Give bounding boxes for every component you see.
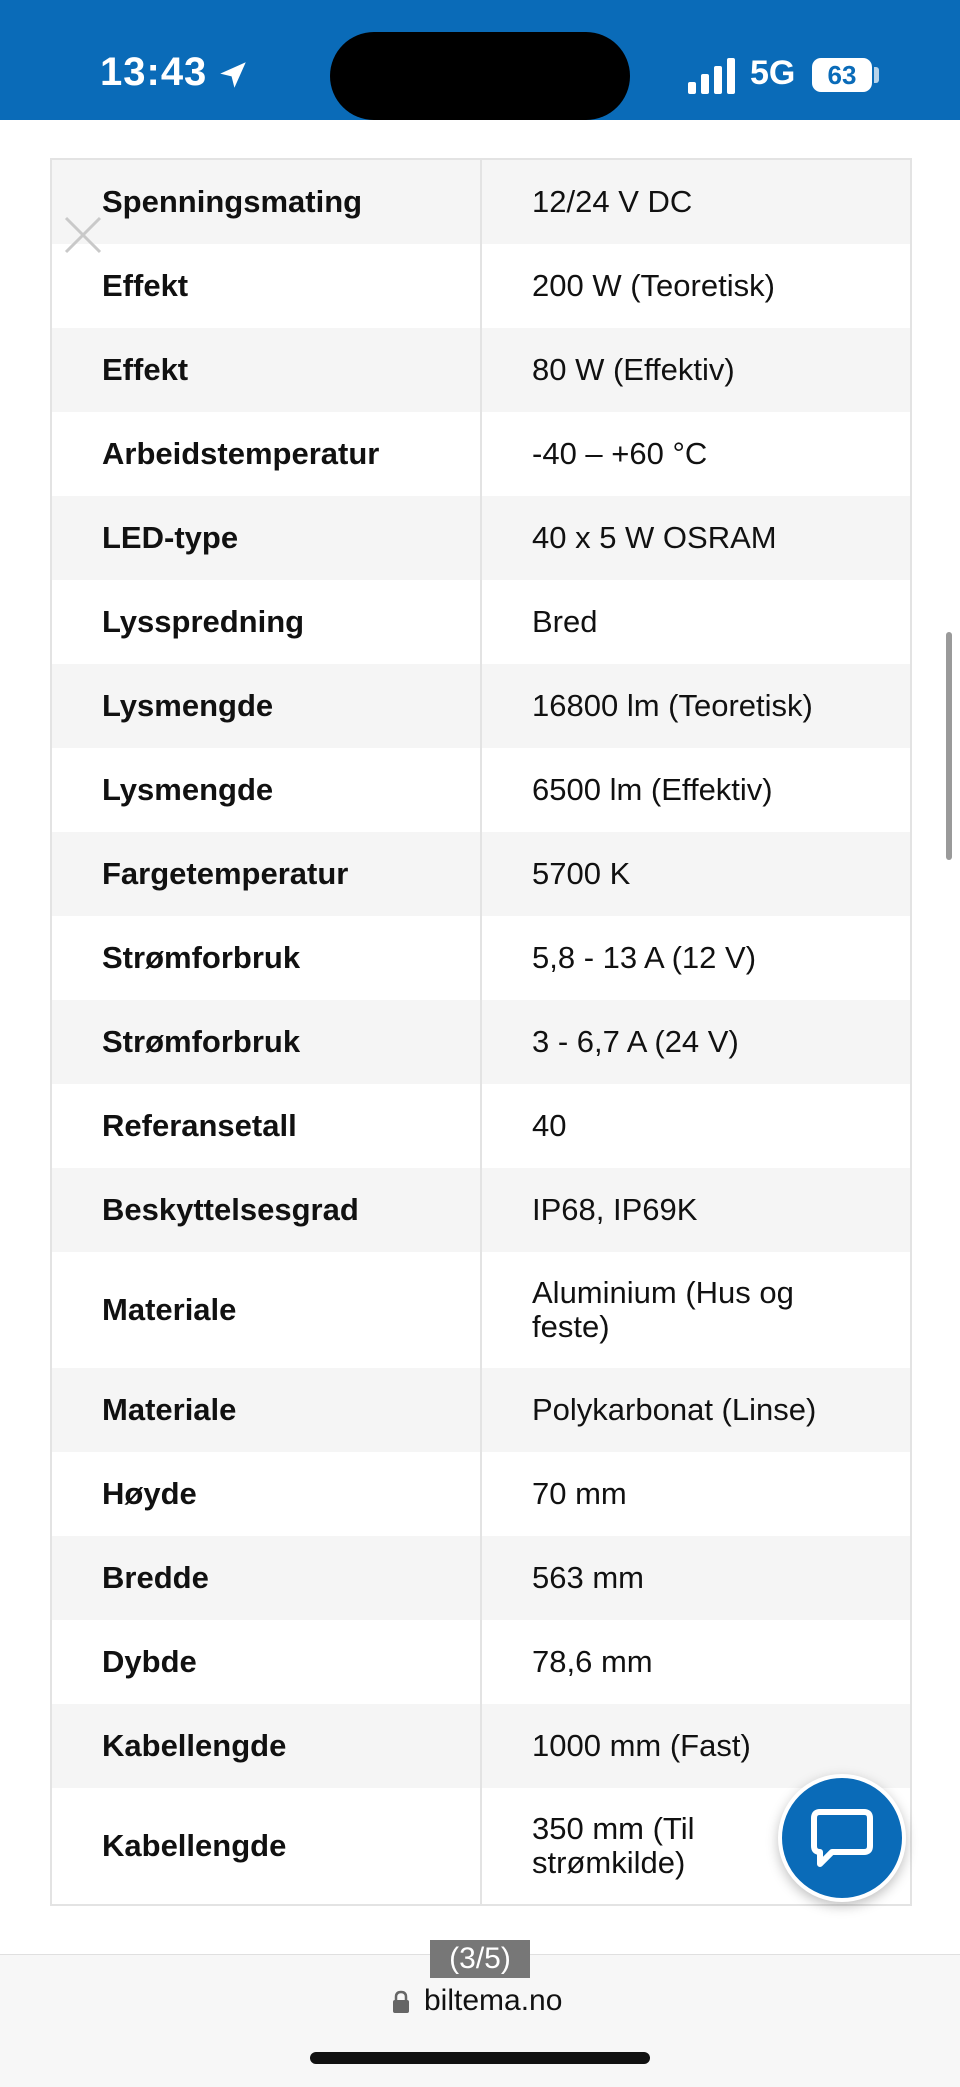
spec-value: 3 - 6,7 A (24 V)	[532, 1023, 739, 1059]
close-icon[interactable]	[62, 214, 104, 256]
spec-value: 200 W (Teoretisk)	[532, 267, 775, 303]
spec-label: Arbeidstemperatur	[52, 412, 482, 496]
spec-label: Kabellengde	[52, 1788, 482, 1904]
spec-value: 78,6 mm	[532, 1643, 653, 1679]
spec-row	[52, 664, 910, 748]
spec-value: -40 – +60 °C	[532, 435, 708, 471]
spec-row	[52, 1252, 910, 1368]
spec-label: Lysmengde	[52, 748, 482, 832]
dynamic-island	[330, 32, 630, 120]
spec-value: 12/24 V DC	[532, 183, 693, 219]
spec-label: Beskyttelsesgrad	[52, 1168, 482, 1252]
signal-icon	[688, 56, 738, 96]
spec-row	[52, 160, 910, 244]
spec-label: LED-type	[52, 496, 482, 580]
spec-row	[52, 1000, 910, 1084]
status-time: 13:43	[100, 50, 208, 94]
spec-value: 5700 K	[532, 855, 631, 891]
spec-table	[50, 158, 912, 1906]
spec-label: Referansetall	[52, 1084, 482, 1168]
home-indicator[interactable]	[310, 2052, 650, 2064]
spec-row	[52, 916, 910, 1000]
spec-row	[52, 1704, 910, 1788]
url-domain[interactable]: biltema.no	[424, 1984, 563, 2017]
battery-tip	[874, 67, 879, 83]
spec-label: Spenningsmating	[52, 160, 482, 244]
spec-label: Dybde	[52, 1620, 482, 1704]
spec-row	[52, 1368, 910, 1452]
spec-value: 70 mm	[532, 1475, 627, 1511]
spec-row	[52, 580, 910, 664]
spec-value: Polykarbonat (Linse)	[532, 1391, 817, 1427]
network-type: 5G	[750, 54, 796, 92]
spec-row	[52, 496, 910, 580]
spec-row	[52, 1620, 910, 1704]
spec-label: Effekt	[52, 244, 482, 328]
spec-row	[52, 244, 910, 328]
spec-value: 40 x 5 W OSRAM	[532, 519, 777, 555]
spec-row	[52, 1536, 910, 1620]
spec-value: Aluminium (Hus og feste)	[532, 1274, 794, 1344]
spec-row	[52, 748, 910, 832]
spec-value: Bred	[532, 603, 598, 639]
battery-indicator: 63	[812, 58, 872, 92]
spec-row	[52, 832, 910, 916]
status-bar	[0, 0, 960, 120]
spec-label: Fargetemperatur	[52, 832, 482, 916]
spec-value: 6500 lm (Effektiv)	[532, 771, 773, 807]
spec-label: Materiale	[52, 1252, 482, 1368]
lock-icon	[392, 1990, 410, 2014]
spec-label: Lysspredning	[52, 580, 482, 664]
chat-icon	[810, 1808, 874, 1868]
spec-row	[52, 1452, 910, 1536]
spec-label: Bredde	[52, 1536, 482, 1620]
spec-label: Materiale	[52, 1368, 482, 1452]
spec-label: Effekt	[52, 328, 482, 412]
spec-row	[52, 412, 910, 496]
spec-value: 563 mm	[532, 1559, 644, 1595]
location-arrow-icon	[216, 58, 250, 92]
spec-value: 1000 mm (Fast)	[532, 1727, 751, 1763]
spec-label: Strømforbruk	[52, 916, 482, 1000]
spec-label: Strømforbruk	[52, 1000, 482, 1084]
spec-row	[52, 1168, 910, 1252]
spec-value: 5,8 - 13 A (12 V)	[532, 939, 757, 975]
spec-value: 40	[532, 1107, 567, 1143]
spec-value: 80 W (Effektiv)	[532, 351, 735, 387]
spec-label: Kabellengde	[52, 1704, 482, 1788]
page-indicator: (3/5)	[430, 1940, 530, 1978]
scrollbar[interactable]	[946, 632, 952, 860]
spec-label: Høyde	[52, 1452, 482, 1536]
spec-value: 350 mm (Til strømkilde)	[532, 1810, 695, 1880]
spec-row	[52, 328, 910, 412]
spec-value: IP68, IP69K	[532, 1191, 698, 1227]
spec-value: 16800 lm (Teoretisk)	[532, 687, 813, 723]
spec-label: Lysmengde	[52, 664, 482, 748]
spec-row	[52, 1084, 910, 1168]
chat-button[interactable]	[778, 1774, 906, 1902]
